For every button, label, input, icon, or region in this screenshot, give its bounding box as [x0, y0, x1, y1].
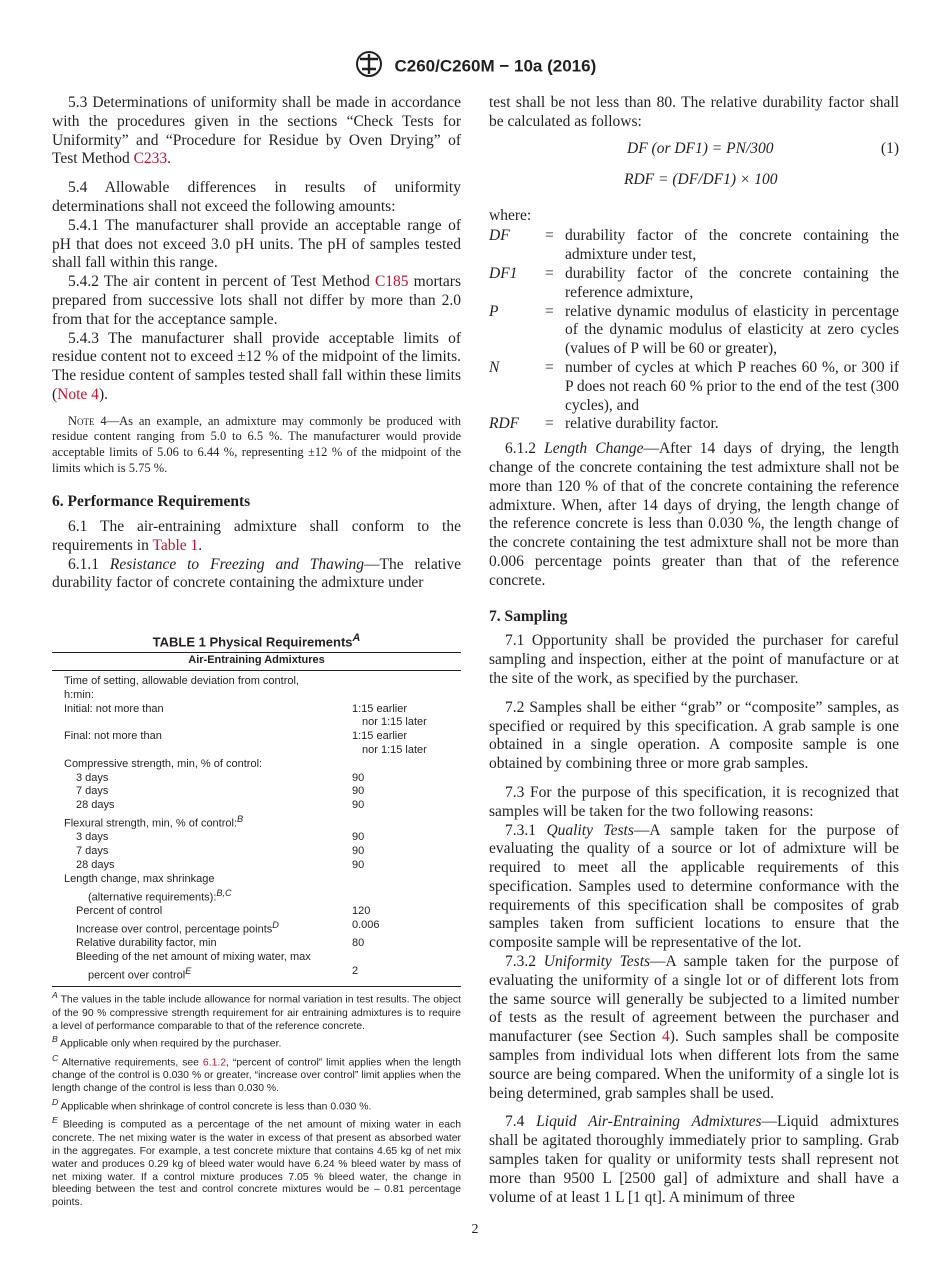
table-row: Relative durability factor, min 80 — [76, 937, 365, 950]
def-symbol: DF — [489, 227, 510, 245]
table-row: Flexural strength, min, % of control:$^B$ — [64, 813, 244, 830]
table-row: Percent of control 120 — [76, 904, 371, 917]
def-text: relative dynamic modulus of elasticity in percentage of the dynamic modulus of elasticity at zero cycles (values of P will be 60 or greater), — [565, 302, 899, 358]
definitions-list: DF = durability factor of the concrete containing the admixture under test, DF1 = durability factor of the concrete containing the reference admixture, P = relative dynamic modulus of elasticity in percentage of the dynamic modulus of elasticity at zero cycles (values of P will be 60 or greater), N = number of cycles at which P reaches 60 %, or 300 if P does not reach 60 % prior to the end of the test (300 cycles), and RDF = relative durability factor. — [489, 227, 899, 433]
equation-1: DF (or DF1) = PN/300 (1) — [627, 139, 899, 157]
where-label: where: — [489, 206, 532, 224]
para-7-4: 7.4 Liquid Air-Entraining Admixtures—Liquid admixtures shall be agitated thoroughly immediately prior to sampling. Grab samples taken for quality or uniformity tests shall represent not more than 9500 L [2500 gal] of admixture and shall have a volume of at least 1 L [1 qt]. A minimum of three — [489, 1113, 900, 1206]
ref-note4-link[interactable]: Note 4 — [57, 385, 99, 403]
ref-c185-link[interactable]: C185 — [374, 273, 409, 291]
table-row: Increase over control, percentage points$^D$ 0.006 — [76, 918, 380, 936]
para-7-1: 7.1 Opportunity shall be provided the purchaser for careful sampling and inspection, either at the point of manufacture or at the site of the work, as specified by the purchaser. — [489, 632, 899, 687]
def-text: durability factor of the concrete containing the reference admixture, — [565, 264, 899, 301]
note-4: Note 4—As an example, an admixture may commonly be produced with residue content ranging from 5.0 to 6.5 %. The manufacturer would provide acceptable limits of 5.06 to 6.44 %, representing ±12 % of the midpoint of the limits which is 5.75 %. — [52, 413, 461, 475]
para-5-4-3: 5.4.3 The manufacturer shall provide acceptable limits of residue content not to exceed ±12 % of the midpoint of the limits. The residue content of samples tested shall fall within these limits (Note 4). — [52, 329, 461, 403]
left-column — [52, 94, 461, 593]
para-7-3: 7.3 For the purpose of this specification, it is recognized that samples will be taken for the two following reasons: — [489, 783, 899, 820]
page-number: 2 — [471, 1222, 479, 1237]
para-5-4: 5.4 Allowable differences in results of uniformity determinations shall not exceed the following amounts: — [52, 179, 461, 215]
table-row: 28 days 90 — [76, 858, 365, 871]
table-footnotes — [52, 989, 461, 1210]
table-row: 3 days 90 — [76, 771, 365, 784]
table-row: (alternative requirements):$^{B,C}$ — [88, 887, 232, 904]
def-symbol: P — [489, 302, 499, 320]
def-text: relative durability factor. — [565, 415, 719, 433]
table-row: 28 days 90 — [76, 799, 365, 812]
table-row: 3 days 90 — [76, 831, 365, 844]
table-row: 7 days 90 — [76, 845, 365, 858]
table-header: Air-Entraining Admixtures — [52, 652, 461, 671]
ref-c233-link[interactable]: C233 — [133, 150, 168, 168]
table-row: nor 1:15 later — [362, 716, 427, 729]
def-symbol: N — [489, 358, 500, 376]
page-header — [0, 50, 950, 83]
footnote-b: $^B$ Applicable only when required by the purchaser. — [52, 1034, 282, 1050]
def-symbol: RDF — [489, 415, 520, 433]
footnote-d: $^D$ Applicable when shrinkage of control concrete is less than 0.030 %. — [52, 1097, 372, 1113]
def-text: number of cycles at which P reaches 60 %, or 300 if P does not reach 60 % prior to the end of the test (300 cycles), and — [565, 358, 899, 414]
def-symbol: DF1 — [489, 264, 518, 282]
para-6-1: 6.1 The air-entraining admixture shall conform to the requirements in Table 1. — [52, 517, 461, 554]
table-row: Final: not more than 1:15 earlier — [64, 730, 408, 743]
para-5-3: 5.3 Determinations of uniformity shall be made in accordance with the procedures given in the sections “Check Tests for Uniformity” and “Procedure for Residue by Oven Drying” of Test Method C233. — [52, 94, 461, 168]
table-title: TABLE 1 Physical Requirements$^A$ — [152, 632, 361, 650]
para-7-3-2: 7.3.2 Uniformity Tests—A sample taken for the purpose of evaluating the uniformity of a single lot or of different lots from the same source will generally be subjected to a limited number of tests as the result of agreement between the purchaser and manufacturer (see Section 4). Such samples shall be composite samples from individual lots when different lots from the same source are being compared. When the uniformity of a single lot is being determined, grab samples shall be used. — [489, 953, 900, 1102]
ref-table1-link[interactable]: Table 1 — [152, 536, 199, 554]
designation: C260/C260M − 10a (2016) — [394, 56, 597, 76]
table-row: percent over control$^E$ 2 — [88, 964, 359, 982]
ref-section-4-link[interactable]: 4 — [662, 1028, 670, 1046]
def-text: durability factor of the concrete containing the admixture under test, — [565, 227, 899, 264]
astm-logo-icon — [354, 50, 384, 83]
table-row: 7 days 90 — [76, 785, 365, 798]
table-row: Length change, max shrinkage — [64, 872, 215, 885]
footnote-e: $^E$ Bleeding is computed as a percentage of the net amount of mixing water in each concrete. The net mixing water is the water in excess of that present as absorbed water in the aggregates. For example, a test concrete mixture that contains 4.65 kg of net mix water and produces 0.29 kg of bleed water would have 6.24 % bleed water by mass of net mixing water. If a control mixture produces 7.05 % bleed water, the change in bleeding between the test and control concrete mixtures would be – 0.81 percentage points. — [52, 1115, 462, 1209]
equation-number: (1) — [880, 139, 899, 157]
para-5-4-2: 5.4.2 The air content in percent of Test Method C185 mortars prepared from successive lots shall not differ by more than 2.0 from that for the acceptance sample. — [52, 273, 461, 328]
table-row: h:min: — [64, 688, 94, 701]
table-1 — [52, 632, 461, 1210]
table-row: nor 1:15 later — [362, 743, 427, 756]
requirements-table — [52, 675, 461, 983]
table-row: Initial: not more than 1:15 earlier — [64, 702, 408, 715]
table-row: Time of setting, allowable deviation from control, — [64, 674, 299, 687]
table-row: Bleeding of the net amount of mixing water, max — [76, 951, 311, 964]
ref-6-1-2-link[interactable]: 6.1.2 — [202, 1057, 227, 1069]
para-6-1-1: 6.1.1 Resistance to Freezing and Thawing—The relative durability factor of concrete containing the admixture under — [52, 555, 461, 592]
section-6-heading: 6. Performance Requirements — [52, 493, 251, 511]
para-7-3-1: 7.3.1 Quality Tests—A sample taken for the purpose of evaluating the quality of a source or lot of admixture will be required to meet all the applicable requirements of this specification. Samples used to determine conformance with the requirements of this specification shall be composites of grab samples taken from sufficient locations to ensure that the composite sample will be representative of the lot. — [489, 821, 899, 952]
footnote-c: $^C$ Alternative requirements, see 6.1.2, “percent of control” limit applies when the length change of the control is 0.030 % or greater, “increase over control” limit applies when the length change of the control is less than 0.030 %. — [52, 1052, 461, 1095]
footnote-a: $^A$ The values in the table include allowance for normal variation in test results. The object of the 90 % compressive strength requirement for air entraining admixtures is to require a level of performance comparable to that of the reference concrete. — [52, 990, 461, 1032]
para-6-1-2: 6.1.2 Length Change—After 14 days of drying, the length change of the concrete containing the test admixture shall not be more than 120 % of that of the concrete containing the reference admixture. When, after 14 days of drying, the length change of the reference concrete is less than 0.030 %, the length change of the concrete containing the test admixture shall not be more than 0.006 percentage points greater than that of the reference concrete. — [489, 440, 899, 589]
para-5-4-1: 5.4.1 The manufacturer shall provide an acceptable range of pH that does not exceed 3.0 pH units. The pH of samples tested shall fall within this range. — [52, 216, 461, 272]
equation-2: RDF = (DF/DF1) × 100 — [624, 170, 778, 188]
right-column — [489, 94, 899, 1207]
section-7-heading: 7. Sampling — [489, 607, 568, 625]
table-row: Compressive strength, min, % of control: — [64, 757, 263, 770]
para-6-1-1-cont: test shall be not less than 80. The relative durability factor shall be calculated as follows: — [489, 94, 899, 130]
para-7-2: 7.2 Samples shall be either “grab” or “composite” samples, as specified or required by this specification. A grab sample is one obtained in a single operation. A composite sample is one obtained by combining three or more grab samples. — [489, 698, 899, 773]
